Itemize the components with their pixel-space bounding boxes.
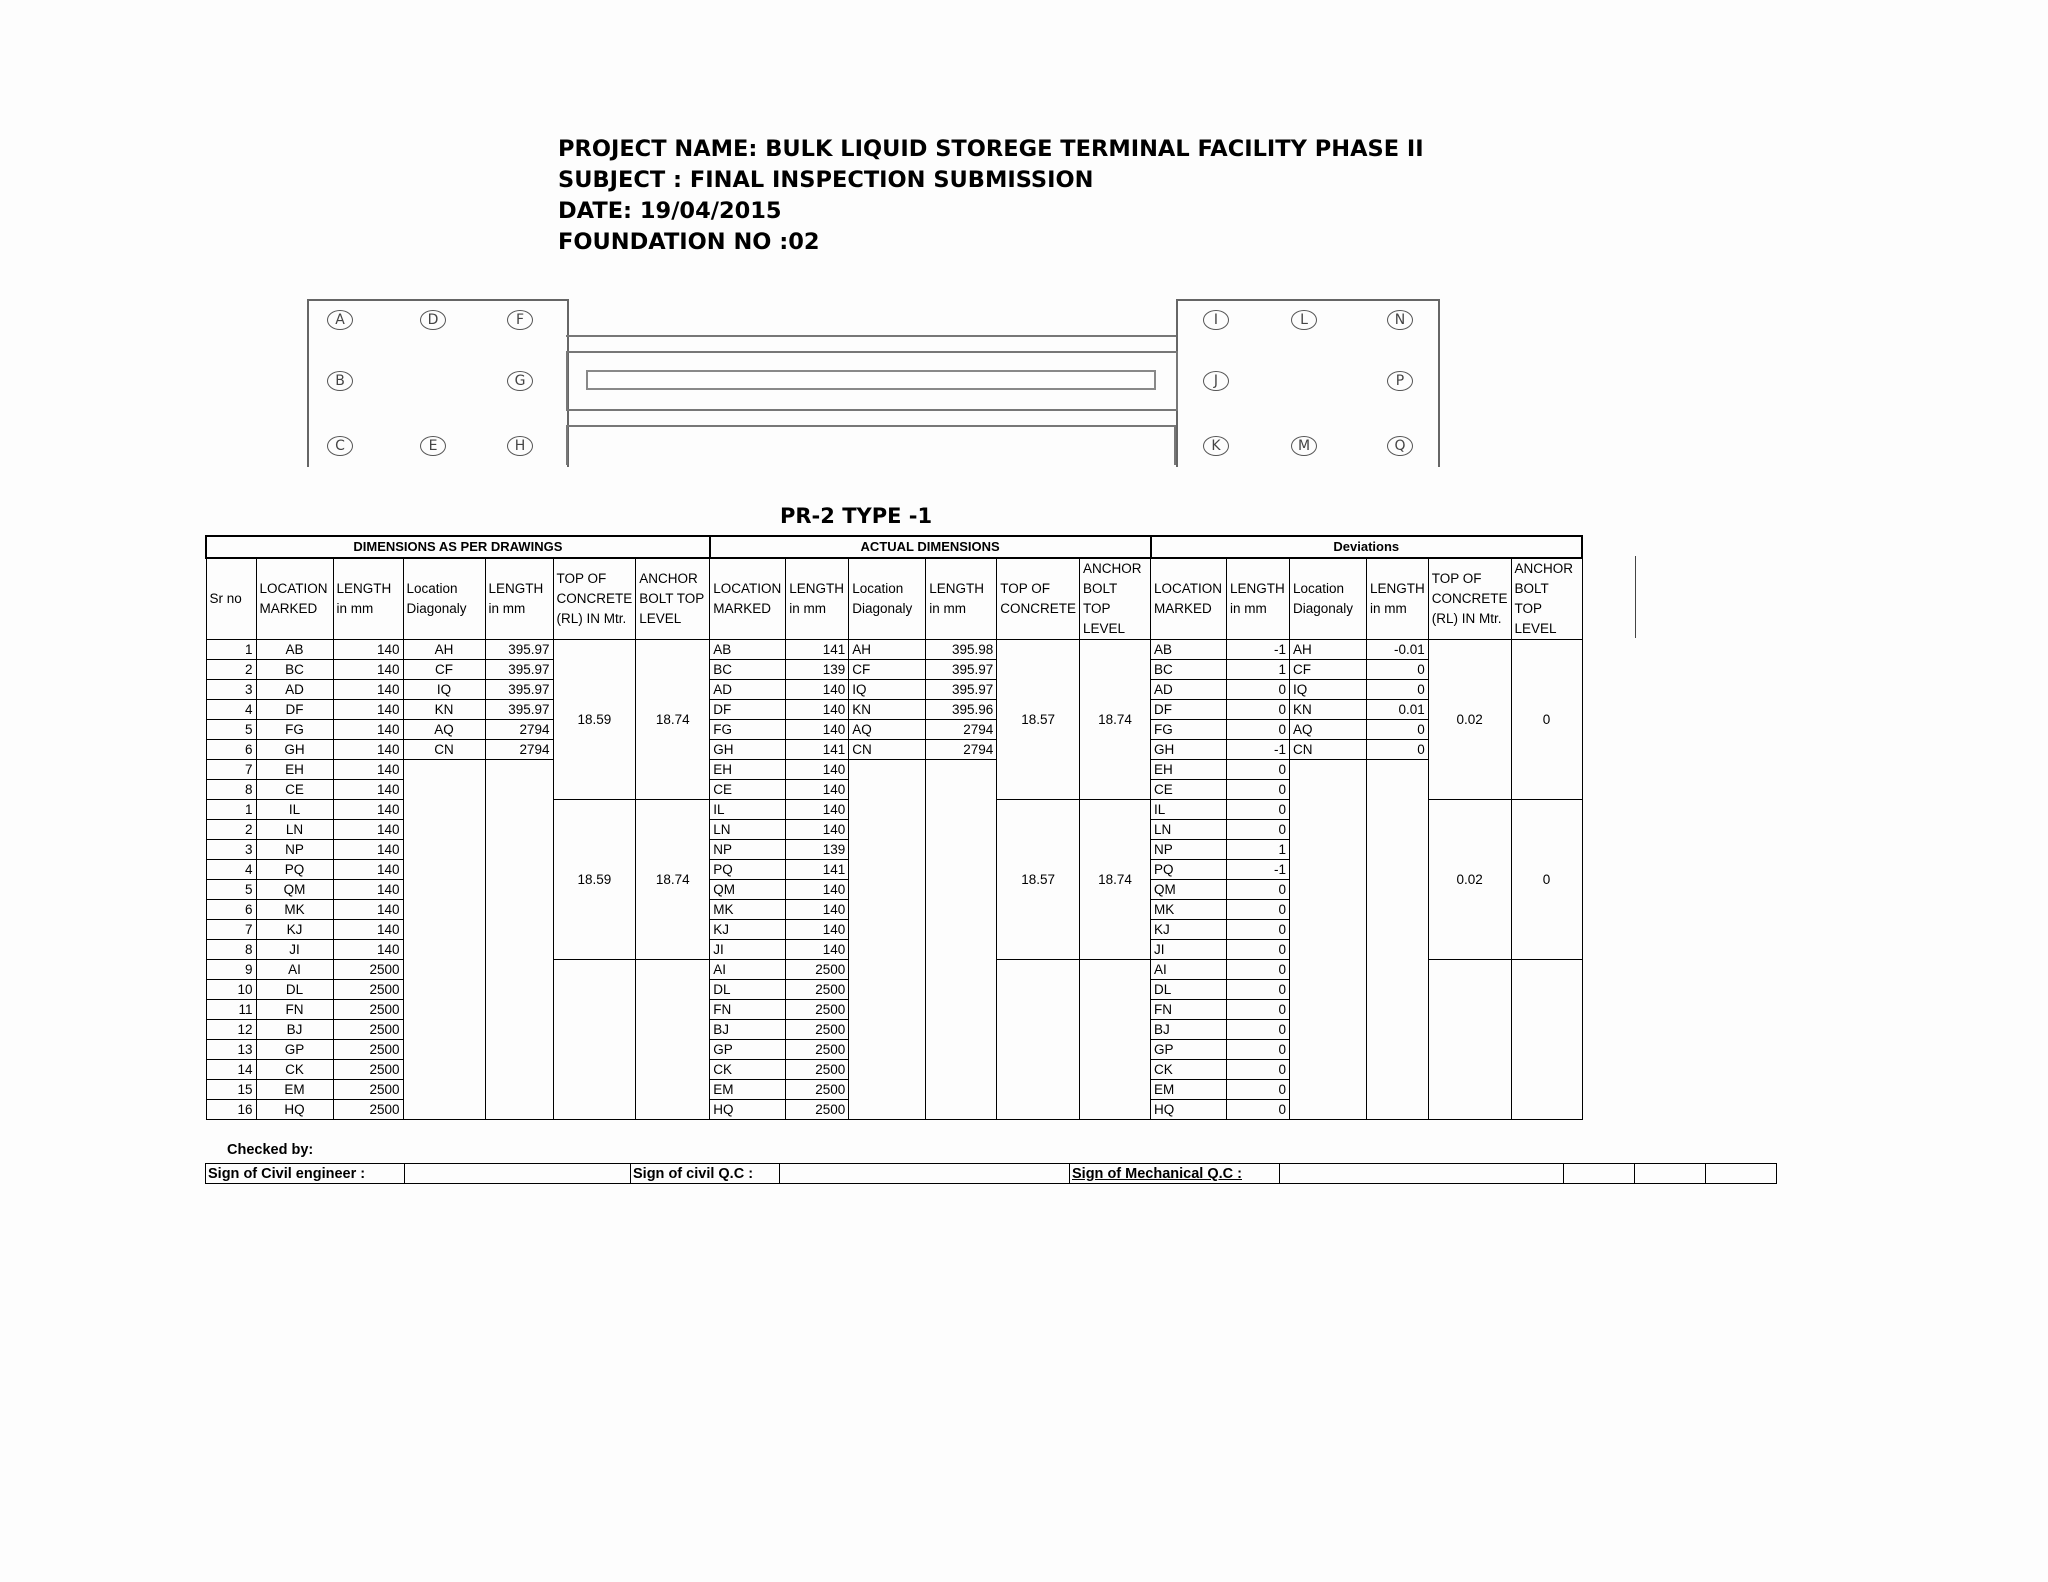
cell-actual-length-diag: 395.97 — [926, 660, 997, 680]
col-actual-location-diagonaly: Location Diagonaly — [849, 558, 926, 640]
cell-top-concrete: 18.59 — [553, 800, 636, 960]
cell-actual-length: 140 — [786, 680, 849, 700]
cell-location-marked: BJ — [256, 1020, 333, 1040]
node-p: P — [1387, 371, 1413, 391]
cell-length: 140 — [333, 900, 403, 920]
cell-location-diagonaly-empty — [403, 760, 485, 1120]
cell-dev-location-marked: GH — [1151, 740, 1227, 760]
col-dev-location-marked: LOCATION MARKED — [1151, 558, 1227, 640]
cell-location-marked: CE — [256, 780, 333, 800]
checked-by-label: Checked by: — [227, 1142, 314, 1158]
cell-dev-length: 0 — [1227, 880, 1290, 900]
col-dev-top-concrete: TOP OF CONCRETE (RL) IN Mtr. — [1428, 558, 1511, 640]
node-m: M — [1291, 436, 1317, 456]
col-actual-length-diag: LENGTH in mm — [926, 558, 997, 640]
col-top-concrete: TOP OF CONCRETE (RL) IN Mtr. — [553, 558, 636, 640]
cell-location-diagonaly: KN — [403, 700, 485, 720]
cell-dev-length: 0 — [1227, 700, 1290, 720]
cell-length: 2500 — [333, 1020, 403, 1040]
cell-length: 140 — [333, 920, 403, 940]
cell-sr-no: 2 — [206, 820, 256, 840]
cell-sr-no: 14 — [206, 1060, 256, 1080]
cell-dev-length-diag: 0.01 — [1367, 700, 1429, 720]
cell-dev-anchor-bolt: 0 — [1511, 800, 1582, 960]
cell-sr-no: 13 — [206, 1040, 256, 1060]
cell-location-marked: QM — [256, 880, 333, 900]
cell-actual-length: 140 — [786, 940, 849, 960]
table-row — [206, 720, 1582, 740]
cell-actual-length-diag: 395.97 — [926, 680, 997, 700]
cell-actual-location-marked: LN — [710, 820, 786, 840]
cell-location-marked: KJ — [256, 920, 333, 940]
cell-length: 140 — [333, 640, 403, 660]
cell-anchor-bolt-empty — [636, 960, 710, 1120]
cell-actual-top-concrete: 18.57 — [997, 800, 1080, 960]
cell-length: 140 — [333, 680, 403, 700]
cell-actual-length: 140 — [786, 920, 849, 940]
node-l: L — [1291, 310, 1317, 330]
cell-dev-location-diagonaly: CF — [1290, 660, 1367, 680]
cell-location-diagonaly: AQ — [403, 720, 485, 740]
cell-length: 140 — [333, 880, 403, 900]
node-d: D — [420, 310, 446, 330]
cell-top-concrete: 18.59 — [553, 640, 636, 800]
cell-actual-location-marked: MK — [710, 900, 786, 920]
cell-sr-no: 4 — [206, 860, 256, 880]
table-row — [206, 680, 1582, 700]
node-c: C — [327, 436, 353, 456]
cell-actual-anchor-bolt-empty — [1080, 960, 1151, 1120]
cell-length-diag: 395.97 — [485, 640, 553, 660]
cell-length: 2500 — [333, 1060, 403, 1080]
cell-dev-location-marked: AI — [1151, 960, 1227, 980]
civil-qc-sign-label: Sign of civil Q.C : — [631, 1164, 780, 1184]
cell-actual-location-marked: GH — [710, 740, 786, 760]
cell-length: 140 — [333, 820, 403, 840]
node-a: A — [327, 310, 353, 330]
cell-dev-location-marked: CE — [1151, 780, 1227, 800]
cell-actual-location-marked: AI — [710, 960, 786, 980]
cell-actual-location-marked: GP — [710, 1040, 786, 1060]
cell-dev-location-marked: GP — [1151, 1040, 1227, 1060]
cell-actual-length: 141 — [786, 860, 849, 880]
cell-dev-location-marked: BJ — [1151, 1020, 1227, 1040]
cell-length: 2500 — [333, 1100, 403, 1120]
table-row — [206, 700, 1582, 720]
cell-actual-location-diagonaly: AH — [849, 640, 926, 660]
cell-actual-length: 2500 — [786, 1020, 849, 1040]
cell-actual-location-diagonaly: CF — [849, 660, 926, 680]
col-location-marked: LOCATION MARKED — [256, 558, 333, 640]
cell-location-marked: NP — [256, 840, 333, 860]
cell-length: 140 — [333, 740, 403, 760]
group-actual: ACTUAL DIMENSIONS — [710, 536, 1151, 558]
cell-dev-length-diag: 0 — [1367, 720, 1429, 740]
cell-location-marked: MK — [256, 900, 333, 920]
cell-dev-location-marked: QM — [1151, 880, 1227, 900]
cell-dev-location-diagonaly: AQ — [1290, 720, 1367, 740]
cell-dev-length: 1 — [1227, 660, 1290, 680]
cell-actual-anchor-bolt: 18.74 — [1080, 640, 1151, 800]
foundation-number: FOUNDATION NO :02 — [558, 229, 820, 255]
cell-actual-length: 141 — [786, 640, 849, 660]
cell-dev-location-marked: DL — [1151, 980, 1227, 1000]
cell-location-diagonaly: AH — [403, 640, 485, 660]
cell-location-marked: HQ — [256, 1100, 333, 1120]
cell-length: 2500 — [333, 1080, 403, 1100]
cell-actual-location-marked: IL — [710, 800, 786, 820]
cell-dev-length-diag: 0 — [1367, 740, 1429, 760]
cell-location-marked: FN — [256, 1000, 333, 1020]
cell-actual-length: 2500 — [786, 980, 849, 1000]
cell-length: 140 — [333, 780, 403, 800]
cell-dev-length: 0 — [1227, 780, 1290, 800]
cell-location-diagonaly: CF — [403, 660, 485, 680]
cell-sr-no: 4 — [206, 700, 256, 720]
cell-actual-length: 2500 — [786, 1040, 849, 1060]
cell-sr-no: 6 — [206, 900, 256, 920]
cell-dev-top-concrete: 0.02 — [1428, 800, 1511, 960]
cell-sr-no: 5 — [206, 880, 256, 900]
cell-length-diag: 2794 — [485, 720, 553, 740]
cell-dev-length: 0 — [1227, 960, 1290, 980]
cell-dev-location-diagonaly-empty — [1290, 760, 1367, 1120]
cell-actual-location-marked: BJ — [710, 1020, 786, 1040]
cell-dev-length: 0 — [1227, 980, 1290, 1000]
col-dev-length: LENGTH in mm — [1227, 558, 1290, 640]
cell-dev-location-marked: DF — [1151, 700, 1227, 720]
civil-qc-sign-field[interactable] — [780, 1164, 1070, 1184]
cell-actual-location-diagonaly: KN — [849, 700, 926, 720]
cell-location-marked: PQ — [256, 860, 333, 880]
cell-sr-no: 7 — [206, 920, 256, 940]
cell-dev-location-marked: CK — [1151, 1060, 1227, 1080]
cell-actual-location-marked: FG — [710, 720, 786, 740]
cell-location-diagonaly: CN — [403, 740, 485, 760]
cell-length: 140 — [333, 860, 403, 880]
cell-actual-location-marked: NP — [710, 840, 786, 860]
col-actual-length: LENGTH in mm — [786, 558, 849, 640]
cell-actual-length: 2500 — [786, 1060, 849, 1080]
cell-location-marked: FG — [256, 720, 333, 740]
cell-actual-location-diagonaly: IQ — [849, 680, 926, 700]
cell-actual-location-marked: DL — [710, 980, 786, 1000]
cell-dev-location-diagonaly: AH — [1290, 640, 1367, 660]
cell-location-diagonaly: IQ — [403, 680, 485, 700]
col-dev-length-diag: LENGTH in mm — [1367, 558, 1429, 640]
cell-actual-location-diagonaly-empty — [849, 760, 926, 1120]
cell-location-marked: CK — [256, 1060, 333, 1080]
cell-actual-length: 140 — [786, 780, 849, 800]
table-row — [206, 640, 1582, 660]
cell-dev-length: 1 — [1227, 840, 1290, 860]
mech-qc-sign-field[interactable] — [1280, 1164, 1564, 1184]
cell-sr-no: 3 — [206, 680, 256, 700]
cell-dev-length: 0 — [1227, 1080, 1290, 1100]
cell-location-marked: DL — [256, 980, 333, 1000]
col-length: LENGTH in mm — [333, 558, 403, 640]
cell-dev-location-marked: BC — [1151, 660, 1227, 680]
cell-sr-no: 5 — [206, 720, 256, 740]
cell-sr-no: 1 — [206, 640, 256, 660]
cell-length: 2500 — [333, 960, 403, 980]
cell-actual-top-concrete-empty — [997, 960, 1080, 1120]
cell-location-marked: GP — [256, 1040, 333, 1060]
col-dev-location-diagonaly: Location Diagonaly — [1290, 558, 1367, 640]
node-b: B — [327, 371, 353, 391]
group-drawings: DIMENSIONS AS PER DRAWINGS — [206, 536, 710, 558]
cell-location-marked: IL — [256, 800, 333, 820]
cell-length: 140 — [333, 660, 403, 680]
cell-actual-length-diag: 2794 — [926, 740, 997, 760]
cell-dev-top-concrete-empty — [1428, 960, 1511, 1120]
cell-actual-length: 2500 — [786, 1080, 849, 1100]
cell-actual-length: 140 — [786, 820, 849, 840]
cell-location-marked: AI — [256, 960, 333, 980]
cell-location-marked: EM — [256, 1080, 333, 1100]
cell-dev-length: -1 — [1227, 740, 1290, 760]
cell-actual-location-diagonaly: CN — [849, 740, 926, 760]
cell-actual-length: 140 — [786, 900, 849, 920]
diagram-inner-slot — [586, 370, 1156, 390]
cell-dev-length: 0 — [1227, 1020, 1290, 1040]
cell-dev-length: 0 — [1227, 760, 1290, 780]
divider-line — [1635, 556, 1636, 638]
date: DATE: 19/04/2015 — [558, 198, 782, 224]
cell-actual-location-diagonaly: AQ — [849, 720, 926, 740]
node-e: E — [420, 436, 446, 456]
cell-top-concrete-empty — [553, 960, 636, 1120]
cell-actual-location-marked: DF — [710, 700, 786, 720]
diagram-top-bar — [566, 335, 1176, 337]
cell-dev-location-marked: LN — [1151, 820, 1227, 840]
cell-dev-length: 0 — [1227, 720, 1290, 740]
node-n: N — [1387, 310, 1413, 330]
col-length-diag: LENGTH in mm — [485, 558, 553, 640]
cell-dev-location-diagonaly: CN — [1290, 740, 1367, 760]
col-location-diagonaly: Location Diagonaly — [403, 558, 485, 640]
cell-dev-length: 0 — [1227, 940, 1290, 960]
cell-actual-location-marked: KJ — [710, 920, 786, 940]
cell-sr-no: 6 — [206, 740, 256, 760]
mech-qc-sign-label: Sign of Mechanical Q.C : — [1070, 1164, 1280, 1184]
cell-dev-location-diagonaly: KN — [1290, 700, 1367, 720]
cell-dev-location-marked: EH — [1151, 760, 1227, 780]
cell-sr-no: 3 — [206, 840, 256, 860]
cell-dev-location-diagonaly: IQ — [1290, 680, 1367, 700]
cell-dev-top-concrete: 0.02 — [1428, 640, 1511, 800]
group-deviations: Deviations — [1151, 536, 1583, 558]
cell-dev-length: 0 — [1227, 1100, 1290, 1120]
cell-actual-length: 140 — [786, 760, 849, 780]
cell-actual-location-marked: QM — [710, 880, 786, 900]
cell-actual-length-diag: 2794 — [926, 720, 997, 740]
cell-actual-location-marked: BC — [710, 660, 786, 680]
cell-dev-length-diag-empty — [1367, 760, 1429, 1120]
cell-length: 2500 — [333, 1000, 403, 1020]
cell-anchor-bolt: 18.74 — [636, 800, 710, 960]
cell-length-diag: 395.97 — [485, 660, 553, 680]
col-actual-top-concrete: TOP OF CONCRETE — [997, 558, 1080, 640]
node-h: H — [507, 436, 533, 456]
cell-actual-location-marked: EM — [710, 1080, 786, 1100]
diagram-bottom-bar — [566, 425, 1176, 427]
civil-engineer-sign-label: Sign of Civil engineer : — [206, 1164, 405, 1184]
node-g: G — [507, 371, 533, 391]
cell-actual-location-marked: AB — [710, 640, 786, 660]
cell-sr-no: 2 — [206, 660, 256, 680]
table-row — [206, 660, 1582, 680]
cell-dev-length: 0 — [1227, 900, 1290, 920]
cell-length-diag: 395.97 — [485, 700, 553, 720]
cell-sr-no: 9 — [206, 960, 256, 980]
cell-actual-length: 2500 — [786, 960, 849, 980]
cell-length: 140 — [333, 760, 403, 780]
cell-sr-no: 11 — [206, 1000, 256, 1020]
cell-dev-location-marked: HQ — [1151, 1100, 1227, 1120]
cell-sr-no: 10 — [206, 980, 256, 1000]
cell-actual-length: 140 — [786, 720, 849, 740]
cell-dev-length: -1 — [1227, 860, 1290, 880]
cell-actual-location-marked: AD — [710, 680, 786, 700]
foundation-diagram — [307, 297, 1437, 467]
cell-dev-location-marked: AD — [1151, 680, 1227, 700]
cell-actual-length-diag: 395.96 — [926, 700, 997, 720]
col-anchor-bolt: ANCHOR BOLT TOP LEVEL — [636, 558, 710, 640]
cell-sr-no: 7 — [206, 760, 256, 780]
cell-dev-location-marked: JI — [1151, 940, 1227, 960]
cell-dev-length-diag: 0 — [1367, 660, 1429, 680]
project-name: PROJECT NAME: BULK LIQUID STOREGE TERMINAL FACILITY PHASE II — [558, 136, 1424, 162]
cell-sr-no: 8 — [206, 940, 256, 960]
cell-actual-location-marked: PQ — [710, 860, 786, 880]
cell-actual-location-marked: HQ — [710, 1100, 786, 1120]
cell-length: 140 — [333, 940, 403, 960]
cell-length: 140 — [333, 840, 403, 860]
node-f: F — [507, 310, 533, 330]
cell-location-marked: EH — [256, 760, 333, 780]
cell-length: 2500 — [333, 980, 403, 1000]
cell-location-marked: GH — [256, 740, 333, 760]
cell-dev-length: 0 — [1227, 1060, 1290, 1080]
cell-dev-length: 0 — [1227, 1040, 1290, 1060]
col-actual-location-marked: LOCATION MARKED — [710, 558, 786, 640]
cell-length-diag: 395.97 — [485, 680, 553, 700]
cell-location-marked: AB — [256, 640, 333, 660]
cell-actual-length-diag-empty — [926, 760, 997, 1120]
cell-location-marked: AD — [256, 680, 333, 700]
cell-sr-no: 15 — [206, 1080, 256, 1100]
cell-actual-length: 140 — [786, 700, 849, 720]
cell-dev-location-marked: IL — [1151, 800, 1227, 820]
cell-dev-location-marked: AB — [1151, 640, 1227, 660]
cell-actual-length-diag: 395.98 — [926, 640, 997, 660]
node-q: Q — [1387, 436, 1413, 456]
cell-dev-location-marked: NP — [1151, 840, 1227, 860]
cell-dev-location-marked: FG — [1151, 720, 1227, 740]
signature-row — [205, 1163, 1777, 1184]
cell-dev-location-marked: PQ — [1151, 860, 1227, 880]
cell-anchor-bolt: 18.74 — [636, 640, 710, 800]
cell-actual-length: 139 — [786, 660, 849, 680]
cell-sr-no: 8 — [206, 780, 256, 800]
document-header — [558, 134, 1424, 258]
cell-length-diag-empty — [485, 760, 553, 1120]
cell-actual-location-marked: JI — [710, 940, 786, 960]
table-title: PR-2 TYPE -1 — [780, 504, 933, 528]
cell-location-marked: JI — [256, 940, 333, 960]
cell-length: 140 — [333, 700, 403, 720]
cell-dev-length: 0 — [1227, 680, 1290, 700]
cell-dev-location-marked: FN — [1151, 1000, 1227, 1020]
cell-sr-no: 1 — [206, 800, 256, 820]
cell-actual-location-marked: CK — [710, 1060, 786, 1080]
civil-engineer-sign-field[interactable] — [405, 1164, 631, 1184]
cell-dev-length-diag: -0.01 — [1367, 640, 1429, 660]
cell-actual-length: 2500 — [786, 1000, 849, 1020]
cell-actual-length: 140 — [786, 880, 849, 900]
cell-dev-length: 0 — [1227, 800, 1290, 820]
cell-location-marked: LN — [256, 820, 333, 840]
cell-actual-length: 140 — [786, 800, 849, 820]
cell-sr-no: 16 — [206, 1100, 256, 1120]
cell-dev-length: -1 — [1227, 640, 1290, 660]
node-i: I — [1203, 310, 1229, 330]
node-k: K — [1203, 436, 1229, 456]
cell-location-marked: DF — [256, 700, 333, 720]
cell-actual-length: 2500 — [786, 1100, 849, 1120]
cell-actual-anchor-bolt: 18.74 — [1080, 800, 1151, 960]
cell-dev-length-diag: 0 — [1367, 680, 1429, 700]
inspection-table — [205, 535, 1583, 1120]
col-sr-no: Sr no — [206, 558, 256, 640]
cell-dev-location-marked: EM — [1151, 1080, 1227, 1100]
cell-sr-no: 12 — [206, 1020, 256, 1040]
cell-dev-length: 0 — [1227, 820, 1290, 840]
table-row — [206, 760, 1582, 780]
table-row — [206, 740, 1582, 760]
cell-actual-location-marked: CE — [710, 780, 786, 800]
col-actual-anchor-bolt: ANCHOR BOLT TOP LEVEL — [1080, 558, 1151, 640]
cell-dev-length: 0 — [1227, 1000, 1290, 1020]
cell-length: 140 — [333, 720, 403, 740]
cell-actual-location-marked: EH — [710, 760, 786, 780]
cell-actual-location-marked: FN — [710, 1000, 786, 1020]
node-j: J — [1203, 371, 1229, 391]
col-dev-anchor-bolt: ANCHOR BOLT TOP LEVEL — [1511, 558, 1582, 640]
cell-length: 140 — [333, 800, 403, 820]
cell-location-marked: BC — [256, 660, 333, 680]
cell-length-diag: 2794 — [485, 740, 553, 760]
cell-dev-length: 0 — [1227, 920, 1290, 940]
cell-actual-length: 139 — [786, 840, 849, 860]
cell-dev-location-marked: KJ — [1151, 920, 1227, 940]
cell-actual-length: 141 — [786, 740, 849, 760]
subject: SUBJECT : FINAL INSPECTION SUBMISSION — [558, 167, 1094, 193]
cell-dev-location-marked: MK — [1151, 900, 1227, 920]
cell-dev-anchor-bolt-empty — [1511, 960, 1582, 1120]
cell-actual-top-concrete: 18.57 — [997, 640, 1080, 800]
cell-dev-anchor-bolt: 0 — [1511, 640, 1582, 800]
cell-length: 2500 — [333, 1040, 403, 1060]
